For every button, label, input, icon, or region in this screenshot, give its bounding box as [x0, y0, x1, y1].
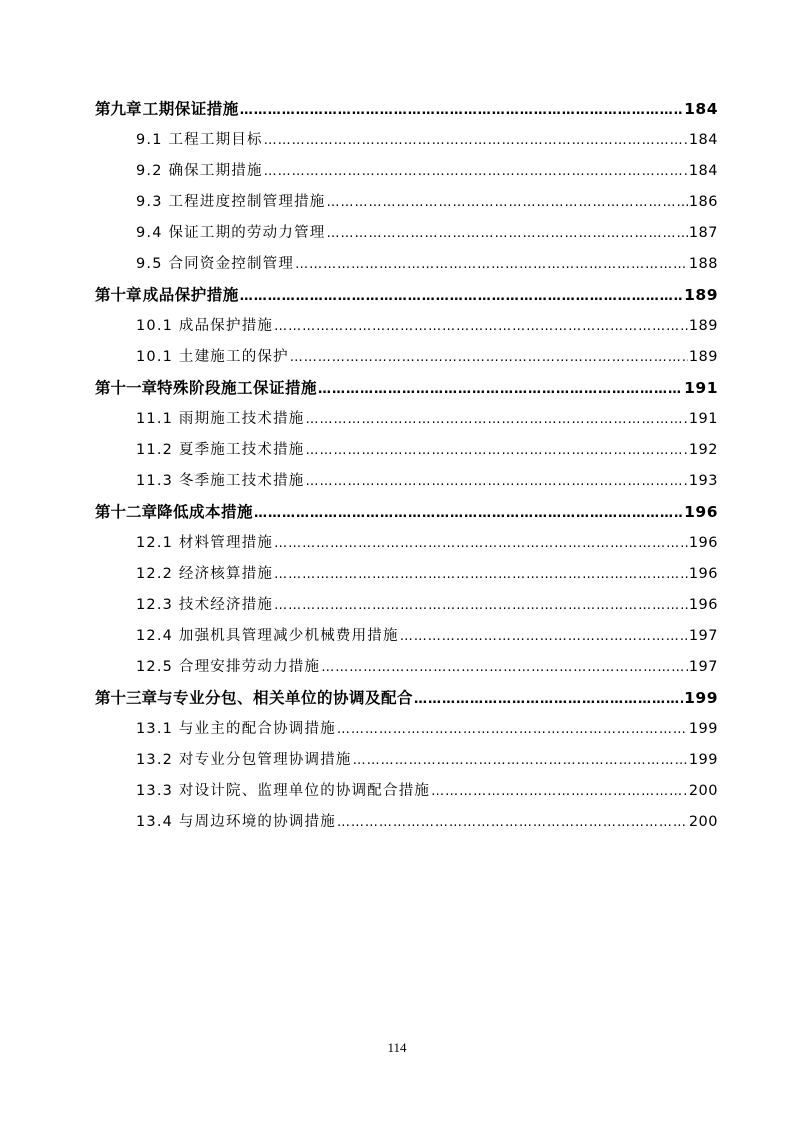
page-reference: 191 [684, 379, 718, 397]
section-title: 9.2 确保工期措施 [136, 163, 263, 179]
toc-section-10-1-b[interactable] [95, 342, 718, 373]
section-title: 12.5 合理安排劳动力措施 [136, 659, 321, 675]
toc-section-9-4[interactable] [95, 218, 718, 249]
toc-section-13-4[interactable] [95, 807, 718, 838]
dot-leader [431, 776, 688, 807]
section-title: 10.1 成品保护措施 [136, 318, 274, 334]
dot-leader [274, 590, 688, 621]
toc-section-13-1[interactable] [95, 714, 718, 745]
section-title: 12.4 加强机具管理减少机械费用措施 [136, 628, 399, 644]
section-title: 12.3 技术经济措施 [136, 597, 274, 613]
dot-leader [290, 342, 688, 373]
page-reference: 191 [688, 411, 718, 427]
section-title: 9.4 保证工期的劳动力管理 [136, 225, 326, 241]
page-reference: 196 [684, 503, 718, 521]
toc-section-11-1[interactable] [95, 404, 718, 435]
section-title: 13.2 对专业分包管理协调措施 [136, 752, 352, 768]
chapter-number: 第十三章 [95, 689, 158, 707]
table-of-contents [95, 94, 718, 838]
section-title: 13.4 与周边环境的协调措施 [136, 814, 336, 830]
dot-leader [414, 684, 683, 715]
toc-chapter-13[interactable] [95, 683, 718, 714]
toc-section-12-5[interactable] [95, 652, 718, 683]
section-title: 9.5 合同资金控制管理 [136, 256, 295, 272]
page-reference: 199 [688, 752, 718, 768]
page-reference: 192 [688, 442, 718, 458]
toc-section-11-2[interactable] [95, 435, 718, 466]
section-title: 10.1 土建施工的保护 [136, 349, 289, 365]
dot-leader [337, 807, 688, 838]
toc-section-9-1[interactable] [95, 125, 718, 156]
page-reference: 189 [688, 318, 718, 334]
dot-leader [337, 714, 688, 745]
chapter-title: 特殊阶段施工保证措施 [157, 379, 318, 397]
page-reference: 188 [688, 256, 718, 272]
toc-section-12-4[interactable] [95, 621, 718, 652]
chapter-number: 第十章 [95, 286, 142, 304]
page-reference: 199 [684, 689, 718, 707]
section-title: 13.1 与业主的配合协调措施 [136, 721, 336, 737]
dot-leader [254, 498, 683, 529]
toc-section-12-2[interactable] [95, 559, 718, 590]
dot-leader [326, 218, 687, 249]
section-title: 11.2 夏季施工技术措施 [136, 442, 305, 458]
dot-leader [274, 528, 688, 559]
toc-section-12-1[interactable] [95, 528, 718, 559]
toc-section-9-5[interactable] [95, 249, 718, 280]
toc-chapter-9[interactable] [95, 94, 718, 125]
section-title: 13.3 对设计院、监理单位的协调配合措施 [136, 783, 431, 799]
dot-leader [264, 125, 688, 156]
section-title: 11.3 冬季施工技术措施 [136, 473, 305, 489]
page-reference: 193 [688, 473, 718, 489]
chapter-number: 第九章 [95, 100, 142, 118]
page-reference: 184 [688, 132, 718, 148]
page-reference: 196 [688, 535, 718, 551]
page-reference: 196 [688, 597, 718, 613]
toc-chapter-11[interactable] [95, 373, 718, 404]
chapter-number: 第十二章 [95, 503, 158, 521]
chapter-title: 工期保证措施 [142, 100, 239, 118]
page-reference: 197 [688, 628, 718, 644]
page-reference: 200 [688, 783, 718, 799]
toc-section-9-3[interactable] [95, 187, 718, 218]
page-reference: 184 [688, 163, 718, 179]
section-title: 9.3 工程进度控制管理措施 [136, 194, 326, 210]
dot-leader [306, 466, 688, 497]
dot-leader [295, 249, 688, 280]
dot-leader [321, 652, 688, 683]
section-title: 12.2 经济核算措施 [136, 566, 274, 582]
toc-chapter-12[interactable] [95, 497, 718, 528]
page-reference: 197 [688, 659, 718, 675]
section-title: 11.1 雨期施工技术措施 [136, 411, 305, 427]
toc-section-13-2[interactable] [95, 745, 718, 776]
dot-leader [240, 95, 683, 126]
dot-leader [400, 621, 688, 652]
dot-leader [274, 559, 688, 590]
dot-leader [353, 745, 688, 776]
page-reference: 189 [688, 349, 718, 365]
dot-leader [318, 374, 683, 405]
section-title: 9.1 工程工期目标 [136, 132, 263, 148]
page-reference: 199 [688, 721, 718, 737]
chapter-number: 第十一章 [95, 379, 158, 397]
page-number: 114 [387, 1040, 407, 1055]
dot-leader [306, 404, 688, 435]
toc-section-13-3[interactable] [95, 776, 718, 807]
page-reference: 187 [688, 225, 718, 241]
section-title: 12.1 材料管理措施 [136, 535, 274, 551]
dot-leader [274, 311, 688, 342]
chapter-title: 成品保护措施 [142, 286, 239, 304]
dot-leader [306, 435, 688, 466]
page-reference: 189 [684, 286, 718, 304]
page-reference: 200 [688, 814, 718, 830]
dot-leader [240, 281, 683, 312]
page-reference: 196 [688, 566, 718, 582]
page-reference: 186 [688, 194, 718, 210]
toc-section-10-1[interactable] [95, 311, 718, 342]
dot-leader [264, 156, 688, 187]
chapter-title: 降低成本措施 [157, 503, 254, 521]
toc-section-12-3[interactable] [95, 590, 718, 621]
page-reference: 184 [684, 100, 718, 118]
toc-section-11-3[interactable] [95, 466, 718, 497]
toc-chapter-10[interactable] [95, 280, 718, 311]
chapter-title: 与专业分包、相关单位的协调及配合 [157, 689, 414, 707]
toc-section-9-2[interactable] [95, 156, 718, 187]
dot-leader [326, 187, 687, 218]
